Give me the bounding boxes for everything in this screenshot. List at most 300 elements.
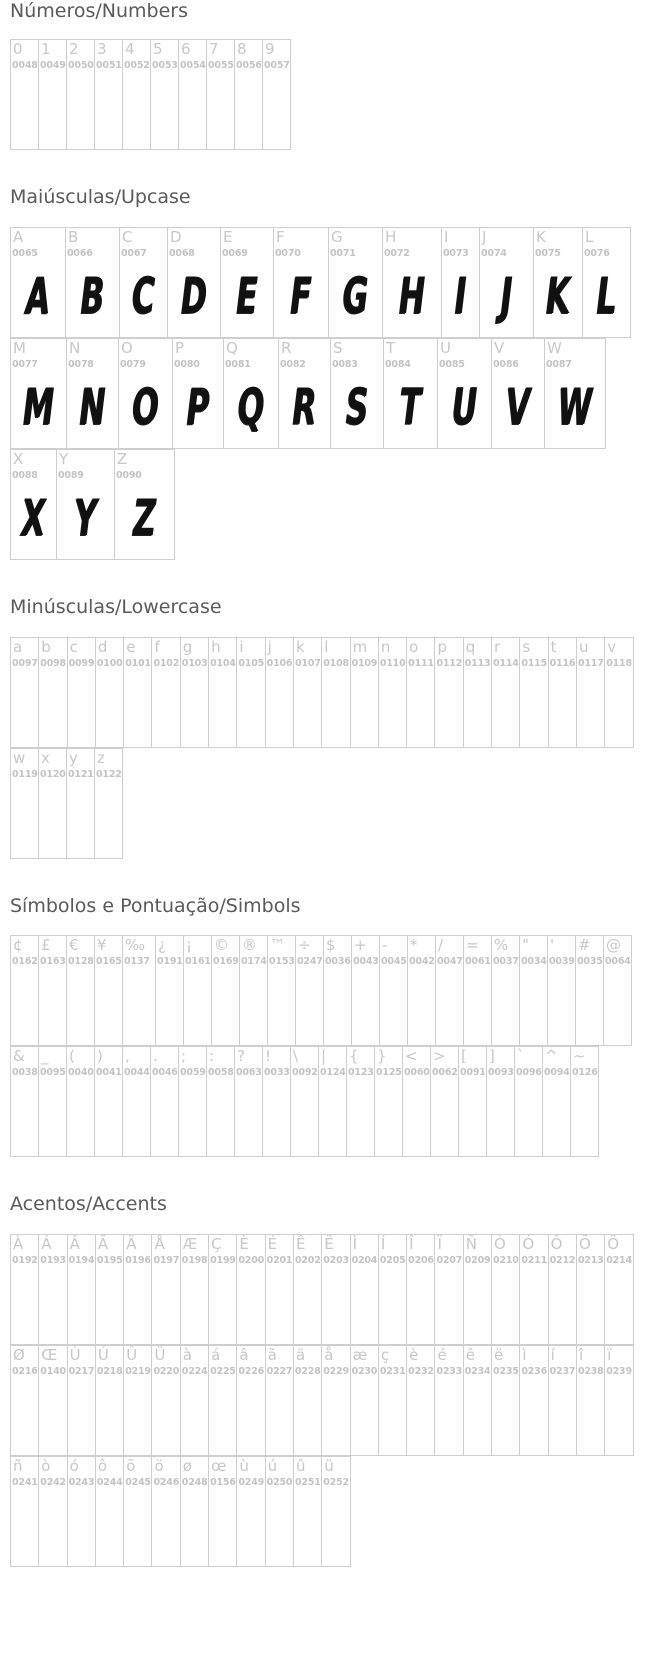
glyph-character-label: c (69, 638, 78, 656)
glyph-code-label: 0193 (40, 1255, 66, 1266)
glyph-code-label: 0083 (332, 359, 358, 370)
glyph-code-label: 0089 (58, 470, 84, 481)
glyph-code-label: 0247 (297, 956, 323, 967)
glyph-code-label: 0163 (40, 956, 66, 967)
glyph-code-label: 0042 (409, 956, 435, 967)
glyph-cell (330, 338, 384, 449)
glyph-row (10, 637, 634, 748)
glyph-preview: W (557, 378, 593, 436)
glyph-preview: R (292, 378, 317, 436)
glyph-character-label: ~ (573, 1047, 586, 1065)
glyph-code-label: 0202 (294, 1255, 321, 1266)
glyph-cell (10, 1234, 39, 1345)
section-title-acentos-accents: Acentos/Accents (10, 1193, 167, 1215)
glyph-character-label: F (276, 228, 285, 246)
glyph-code-label: 0217 (68, 1366, 95, 1377)
glyph-character-label: û (295, 1457, 306, 1475)
glyph-cell (491, 1234, 520, 1345)
glyph-code-label: 0052 (124, 60, 150, 71)
glyph-code-label: 0140 (40, 1366, 66, 1377)
glyph-cell (180, 1234, 209, 1345)
glyph-cell (211, 935, 240, 1046)
glyph-cell (321, 1345, 350, 1456)
glyph-preview: S (345, 378, 369, 436)
glyph-cell (38, 1234, 67, 1345)
glyph-cell (544, 338, 606, 449)
glyph-cell (94, 748, 123, 859)
glyph-cell (491, 935, 520, 1046)
glyph-character-label: ! (265, 1047, 272, 1065)
glyph-code-label: 0203 (323, 1255, 349, 1266)
glyph-code-label: 0054 (180, 60, 206, 71)
glyph-cell (183, 935, 212, 1046)
glyph-character-label: . (153, 1047, 158, 1065)
glyph-character-label: ¡ (186, 936, 193, 954)
glyph-character-label: ¢ (13, 936, 23, 954)
glyph-cell (491, 1345, 520, 1456)
glyph-cell (434, 1345, 463, 1456)
glyph-cell (151, 1234, 180, 1345)
glyph-row (10, 748, 123, 859)
glyph-cell (582, 227, 631, 338)
glyph-cell (293, 1345, 322, 1456)
glyph-row (10, 39, 291, 150)
glyph-code-label: 0048 (12, 60, 38, 71)
glyph-cell (575, 935, 604, 1046)
glyph-code-label: 0153 (269, 956, 295, 967)
glyph-character-label: | (321, 1047, 327, 1065)
glyph-row (10, 227, 631, 338)
glyph-cell (38, 39, 67, 150)
glyph-code-label: 0082 (280, 359, 306, 370)
glyph-character-label: G (331, 228, 343, 246)
glyph-character-label: ã (267, 1346, 277, 1364)
glyph-code-label: 0068 (169, 248, 195, 259)
glyph-preview: F (290, 267, 312, 325)
glyph-cell (119, 227, 168, 338)
glyph-character-label: â (239, 1346, 249, 1364)
glyph-code-label: 0128 (68, 956, 94, 967)
glyph-code-label: 0076 (584, 248, 610, 259)
glyph-character-label: Ù (69, 1346, 81, 1364)
glyph-character-label: a (13, 638, 23, 656)
glyph-cell (576, 637, 605, 748)
glyph-character-label: p (437, 638, 447, 656)
glyph-code-label: 0205 (379, 1255, 406, 1266)
glyph-code-label: 0219 (125, 1366, 151, 1377)
glyph-character-label: 4 (125, 40, 135, 58)
glyph-preview: J (500, 267, 513, 325)
glyph-cell (234, 1046, 263, 1157)
glyph-character-label: C (122, 228, 133, 246)
glyph-code-label: 0041 (96, 1067, 122, 1078)
glyph-character-label: i (239, 638, 244, 656)
glyph-character-label: ä (295, 1346, 306, 1364)
glyph-character-label: Ê (295, 1235, 306, 1253)
glyph-cell (118, 338, 173, 449)
glyph-cell (208, 637, 237, 748)
glyph-cell (519, 1345, 548, 1456)
glyph-preview: E (236, 267, 258, 325)
glyph-cell (479, 227, 534, 338)
glyph-preview: N (79, 378, 106, 436)
glyph-cell (548, 637, 577, 748)
glyph-code-label: 0039 (549, 956, 575, 967)
glyph-character-label: Û (126, 1346, 138, 1364)
glyph-cell (208, 1234, 237, 1345)
glyph-cell (328, 227, 383, 338)
glyph-cell (122, 1046, 151, 1157)
glyph-cell (491, 338, 545, 449)
glyph-character-label: I (444, 228, 449, 246)
glyph-character-label: á (211, 1346, 221, 1364)
glyph-code-label: 0198 (181, 1255, 208, 1266)
glyph-character-label: ö (154, 1457, 164, 1475)
glyph-cell (378, 1234, 407, 1345)
glyph-character-label: ñ (13, 1457, 23, 1475)
glyph-cell (519, 637, 548, 748)
glyph-code-label: 0035 (577, 956, 603, 967)
glyph-cell (114, 449, 175, 560)
glyph-cell (604, 1345, 633, 1456)
glyph-cell (463, 1345, 492, 1456)
glyph-cell (123, 1345, 152, 1456)
glyph-preview: Y (74, 489, 97, 547)
glyph-character-label: N (69, 339, 81, 357)
glyph-code-label: 0077 (12, 359, 38, 370)
glyph-code-label: 0226 (238, 1366, 265, 1377)
glyph-character-label: q (465, 638, 476, 656)
glyph-preview: O (132, 378, 159, 436)
glyph-character-label: Ô (550, 1235, 563, 1253)
glyph-code-label: 0197 (153, 1255, 180, 1266)
glyph-code-label: 0245 (125, 1477, 151, 1488)
glyph-cell (548, 1345, 577, 1456)
glyph-code-label: 0212 (549, 1255, 576, 1266)
glyph-code-label: 0214 (606, 1255, 632, 1266)
glyph-code-label: 0099 (68, 658, 95, 669)
glyph-character-label: * (410, 936, 418, 954)
glyph-character-label: S (333, 339, 343, 357)
glyph-code-label: 0169 (213, 956, 239, 967)
glyph-code-label: 0218 (96, 1366, 123, 1377)
glyph-character-label: Ä (126, 1235, 137, 1253)
glyph-code-label: 0241 (12, 1477, 38, 1488)
glyph-code-label: 0115 (521, 658, 547, 669)
glyph-code-label: 0034 (521, 956, 547, 967)
glyph-character-label: à (182, 1346, 192, 1364)
glyph-cell (293, 1234, 322, 1345)
glyph-code-label: 0109 (351, 658, 378, 669)
glyph-cell (350, 637, 379, 748)
glyph-cell (278, 338, 331, 449)
glyph-cell (239, 935, 268, 1046)
glyph-cell (236, 1456, 265, 1567)
glyph-preview: G (342, 267, 369, 325)
glyph-cell (273, 227, 329, 338)
glyph-preview: V (505, 378, 530, 436)
glyph-cell (208, 1456, 237, 1567)
glyph-preview: D (181, 267, 207, 325)
glyph-code-label: 0060 (404, 1067, 430, 1078)
glyph-cell (150, 1046, 179, 1157)
glyph-cell (66, 748, 95, 859)
glyph-character-label: h (211, 638, 221, 656)
glyph-code-label: 0057 (264, 60, 290, 71)
glyph-character-label: O (121, 339, 133, 357)
glyph-code-label: 0121 (68, 769, 94, 780)
glyph-code-label: 0072 (384, 248, 410, 259)
glyph-preview: C (132, 267, 155, 325)
glyph-character-label: k (295, 638, 305, 656)
glyph-character-label: W (547, 339, 562, 357)
glyph-character-label: x (41, 749, 50, 767)
glyph-cell (66, 1046, 95, 1157)
glyph-code-label: 0192 (12, 1255, 38, 1266)
glyph-preview: Q (237, 378, 265, 436)
glyph-cell (67, 637, 96, 748)
glyph-character-label: Í (380, 1235, 386, 1253)
glyph-character-label: V (494, 339, 505, 357)
glyph-character-label: Á (41, 1235, 52, 1253)
glyph-character-label: z (97, 749, 105, 767)
glyph-cell (533, 227, 583, 338)
glyph-code-label: 0250 (266, 1477, 293, 1488)
glyph-code-label: 0095 (40, 1067, 66, 1078)
glyph-cell (66, 39, 95, 150)
glyph-character-label: & (13, 1047, 25, 1065)
glyph-code-label: 0196 (125, 1255, 151, 1266)
glyph-character-label: ê (465, 1346, 475, 1364)
glyph-character-label: © (214, 936, 229, 954)
glyph-character-label: ì (522, 1346, 527, 1364)
glyph-preview: M (23, 378, 54, 436)
glyph-character-label: Ö (607, 1235, 620, 1253)
glyph-character-label: / (438, 936, 444, 954)
glyph-character-label: , (125, 1047, 130, 1065)
section-title-numeros-numbers: Números/Numbers (10, 0, 188, 22)
glyph-code-label: 0236 (521, 1366, 547, 1377)
glyph-row (10, 338, 606, 449)
glyph-cell (122, 39, 151, 150)
glyph-cell (94, 1046, 123, 1157)
glyph-cell (321, 637, 350, 748)
glyph-cell (576, 1345, 605, 1456)
glyph-character-label: Â (69, 1235, 80, 1253)
glyph-code-label: 0237 (549, 1366, 576, 1377)
glyph-code-label: 0043 (353, 956, 379, 967)
glyph-cell (123, 1234, 152, 1345)
glyph-cell (206, 1046, 235, 1157)
glyph-cell (267, 935, 296, 1046)
glyph-code-label: 0038 (12, 1067, 38, 1078)
glyph-code-label: 0053 (152, 60, 178, 71)
glyph-character-label: > (433, 1047, 446, 1065)
glyph-code-label: 0103 (181, 658, 208, 669)
glyph-character-label: Å (154, 1235, 165, 1253)
glyph-character-label: X (13, 450, 24, 468)
glyph-preview: L (596, 267, 617, 325)
glyph-cell (604, 637, 633, 748)
glyph-code-label: 0036 (325, 956, 351, 967)
glyph-preview: X (21, 489, 46, 547)
glyph-character-label: e (126, 638, 136, 656)
glyph-character-label: É (267, 1235, 278, 1253)
glyph-code-label: 0229 (323, 1366, 349, 1377)
glyph-cell (38, 1046, 67, 1157)
glyph-character-label: 6 (181, 40, 191, 58)
glyph-cell (223, 338, 279, 449)
glyph-cell (383, 338, 438, 449)
glyph-cell (67, 1456, 96, 1567)
glyph-cell (434, 1234, 463, 1345)
glyph-code-label: 0107 (294, 658, 321, 669)
glyph-cell (463, 935, 492, 1046)
glyph-code-label: 0207 (436, 1255, 463, 1266)
glyph-cell (406, 1234, 435, 1345)
glyph-character-label: Q (226, 339, 238, 357)
glyph-cell (236, 1345, 265, 1456)
glyph-character-label: s (522, 638, 531, 656)
glyph-character-label: ¿ (158, 936, 166, 954)
glyph-character-label: Ó (522, 1235, 535, 1253)
glyph-cell (435, 935, 464, 1046)
glyph-cell (378, 637, 407, 748)
glyph-character-label: ¥ (97, 936, 107, 954)
glyph-character-label: r (494, 638, 501, 656)
glyph-code-label: 0092 (292, 1067, 318, 1078)
section-title-simbolos-e-pontuacao-simbols: Símbolos e Pontuação/Simbols (10, 895, 301, 917)
glyph-character-label: " (522, 936, 529, 954)
glyph-character-label: å (324, 1346, 334, 1364)
glyph-cell (10, 1046, 39, 1157)
glyph-code-label: 0058 (208, 1067, 234, 1078)
glyph-character-label: E (223, 228, 233, 246)
glyph-cell (180, 1345, 209, 1456)
glyph-code-label: 0097 (12, 658, 38, 669)
glyph-cell (290, 1046, 319, 1157)
glyph-code-label: 0165 (96, 956, 122, 967)
glyph-character-label: M (13, 339, 26, 357)
glyph-code-label: 0220 (153, 1366, 180, 1377)
glyph-preview: P (186, 378, 210, 436)
glyph-character-label: J (482, 228, 487, 246)
glyph-character-label: [ (461, 1047, 467, 1065)
glyph-cell (236, 1234, 265, 1345)
glyph-code-label: 0194 (68, 1255, 95, 1266)
glyph-code-label: 0059 (180, 1067, 206, 1078)
glyph-cell (576, 1234, 605, 1345)
glyph-code-label: 0055 (208, 60, 234, 71)
glyph-code-label: 0235 (493, 1366, 519, 1377)
glyph-character-label: Æ (182, 1235, 198, 1253)
glyph-character-label: œ (211, 1457, 227, 1475)
glyph-code-label: 0174 (241, 956, 267, 967)
glyph-cell (178, 39, 207, 150)
section-title-minusculas-lowercase: Minúsculas/Lowercase (10, 596, 222, 618)
glyph-character-label: Ç (211, 1235, 222, 1253)
glyph-cell (10, 1456, 39, 1567)
glyph-cell (519, 1234, 548, 1345)
glyph-code-label: 0046 (152, 1067, 178, 1078)
glyph-code-label: 0062 (432, 1067, 458, 1078)
glyph-code-label: 0162 (12, 956, 38, 967)
glyph-cell (378, 1345, 407, 1456)
glyph-code-label: 0106 (266, 658, 293, 669)
glyph-cell (10, 748, 39, 859)
glyph-cell (180, 1456, 209, 1567)
glyph-code-label: 0210 (493, 1255, 519, 1266)
glyph-character-label: ç (380, 1346, 390, 1364)
glyph-code-label: 0075 (535, 248, 561, 259)
glyph-code-label: 0125 (376, 1067, 402, 1078)
glyph-code-label: 0104 (210, 658, 236, 669)
glyph-cell (95, 1345, 124, 1456)
glyph-cell (38, 637, 67, 748)
glyph-cell (234, 39, 263, 150)
glyph-row (10, 1456, 351, 1567)
glyph-character-label: 1 (41, 40, 51, 58)
glyph-code-label: 0123 (348, 1067, 374, 1078)
glyph-character-label: ™ (270, 936, 285, 954)
glyph-character-label: l (324, 638, 329, 656)
glyph-preview: I (454, 267, 467, 325)
glyph-cell (351, 935, 380, 1046)
glyph-code-label: 0096 (516, 1067, 542, 1078)
glyph-code-label: 0087 (546, 359, 572, 370)
glyph-character-label: g (182, 638, 193, 656)
glyph-cell (236, 637, 265, 748)
glyph-code-label: 0105 (238, 658, 265, 669)
glyph-code-label: 0119 (12, 769, 38, 780)
glyph-preview: U (451, 378, 478, 436)
glyph-character-label: R (281, 339, 292, 357)
glyph-cell (67, 1234, 96, 1345)
glyph-cell (406, 1345, 435, 1456)
glyph-character-label: : (209, 1047, 215, 1065)
glyph-character-label: 3 (97, 40, 107, 58)
glyph-cell (318, 1046, 347, 1157)
glyph-cell (265, 1456, 294, 1567)
glyph-code-label: 0243 (68, 1477, 95, 1488)
glyph-character-label: ( (69, 1047, 75, 1065)
glyph-code-label: 0067 (121, 248, 147, 259)
glyph-character-label: j (267, 638, 272, 656)
glyph-code-label: 0040 (68, 1067, 94, 1078)
glyph-character-label: £ (41, 936, 51, 954)
glyph-character-label: ï (607, 1346, 612, 1364)
glyph-character-label: À (13, 1235, 24, 1253)
glyph-character-label: - (382, 936, 388, 954)
glyph-code-label: 0100 (96, 658, 123, 669)
glyph-character-label: ; (181, 1047, 187, 1065)
glyph-cell (206, 39, 235, 150)
glyph-code-label: 0098 (40, 658, 66, 669)
glyph-cell (491, 637, 520, 748)
glyph-code-label: 0084 (385, 359, 411, 370)
glyph-code-label: 0137 (124, 956, 150, 967)
glyph-character-label: ô (97, 1457, 108, 1475)
glyph-code-label: 0246 (153, 1477, 180, 1488)
glyph-cell (463, 1234, 492, 1345)
glyph-cell (548, 1234, 577, 1345)
glyph-cell (406, 637, 435, 748)
glyph-character-label: U (440, 339, 451, 357)
glyph-character-label: Z (117, 450, 128, 468)
glyph-code-label: 0244 (96, 1477, 123, 1488)
glyph-character-label: b (41, 638, 51, 656)
glyph-cell (265, 1234, 294, 1345)
